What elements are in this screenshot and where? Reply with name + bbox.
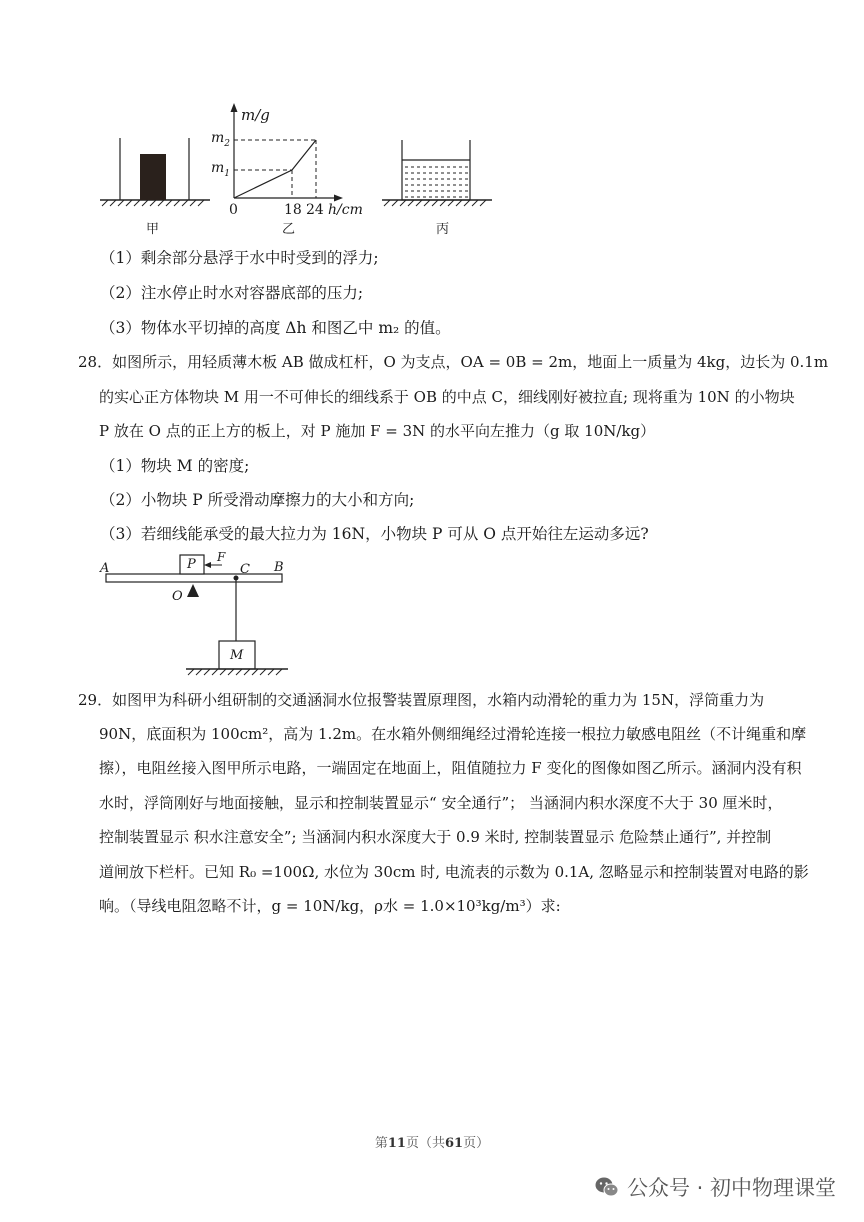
lever-label-a: A xyxy=(100,561,110,576)
y-axis-label: m/g xyxy=(241,106,270,124)
q29-line4: 水时，浮筒刚好与地面接触，显示和控制装置显示“ 安全通行”； 当涵洞内积水深度不大于 30 厘米时， xyxy=(99,794,783,812)
q27-sub2: （2）注水停止时水对容器底部的压力; xyxy=(100,284,364,302)
lever-label-o: O xyxy=(172,589,183,604)
fulcrum-triangle xyxy=(187,584,199,597)
x-axis-label: h/cm xyxy=(328,202,363,218)
q28-line2: 的实心正方体物块 M 用一不可伸长的细线系于 OB 的中点 C，细线刚好被拉直; 现将重为 10N 的小物块 xyxy=(99,388,795,406)
watermark-text: 公众号 · 初中物理课堂 xyxy=(626,1176,836,1200)
q29-line2: 90N，底面积为 100cm²，高为 1.2m。在水箱外侧细绳经过滑轮连接一根拉力敏感电阻丝（不计绳重和摩 xyxy=(99,725,807,743)
lever-label-p: P xyxy=(187,557,196,572)
q29-line6: 道闸放下栏杆。已知 R₀ =100Ω, 水位为 30cm 时, 电流表的示数为 0.1A, 忽略显示和控制装置对电路的影 xyxy=(99,863,809,881)
q29-line7: 响。（导线电阻忽略不计，g = 10N/kg，ρ水 = 1.0×10³kg/m³）求: xyxy=(99,897,561,915)
label-yi: 乙 xyxy=(282,222,296,237)
q28-line3: P 放在 O 点的正上方的板上，对 P 施加 F = 3N 的水平向左推力（g 取 10N/kg） xyxy=(99,422,656,440)
tick-24: 24 xyxy=(306,202,324,218)
lever-label-b: B xyxy=(274,560,284,575)
q28-sub3: （3）若细线能承受的最大拉力为 16N，小物块 P 可从 O 点开始往左运动多远? xyxy=(100,525,649,543)
q27-sub3: （3）物体水平切掉的高度 Δh 和图乙中 m₂ 的值。 xyxy=(100,319,451,337)
total-pages: 61 xyxy=(445,1136,464,1151)
q29-line3: 擦），电阻丝接入图甲所示电路，一端固定在地面上，阻值随拉力 F 变化的图像如图乙所示。涵洞内没有积 xyxy=(99,759,802,777)
page-footer: 第11页（共61页） xyxy=(374,1136,490,1151)
lever-label-m: M xyxy=(230,648,244,663)
current-page: 11 xyxy=(387,1136,406,1151)
q28-line1: 28．如图所示，用轻质薄木板 AB 做成杠杆，O 为支点，OA = 0B = 2m，地面上一质量为 4kg，边长为 0.1m xyxy=(78,353,829,371)
wechat-icon xyxy=(595,1176,619,1198)
q28-sub1: （1）物块 M 的密度; xyxy=(100,457,250,475)
watermark xyxy=(595,1172,836,1202)
lever-label-c: C xyxy=(240,562,250,577)
m2-label: $m_2$ xyxy=(211,130,231,149)
origin-label: 0 xyxy=(229,202,238,218)
q29-line5: 控制装置显示 积水注意安全”; 当涵洞内积水深度大于 0.9 米时, 控制装置显示 危险禁止通行”, 并控制 xyxy=(99,828,772,846)
label-jia: 甲 xyxy=(146,222,160,237)
q27-sub1: （1）剩余部分悬浮于水中时受到的浮力; xyxy=(100,249,379,267)
lever-label-f: F xyxy=(217,550,226,564)
label-bing: 丙 xyxy=(436,222,450,237)
tick-18: 18 xyxy=(284,202,302,218)
m1-label: $m_1$ xyxy=(211,160,231,179)
q28-sub2: （2）小物块 P 所受滑动摩擦力的大小和方向; xyxy=(100,491,415,509)
q29-line1: 29．如图甲为科研小组研制的交通涵洞水位报警装置原理图，水箱内动滑轮的重力为 15N，浮筒重力为 xyxy=(78,691,765,709)
